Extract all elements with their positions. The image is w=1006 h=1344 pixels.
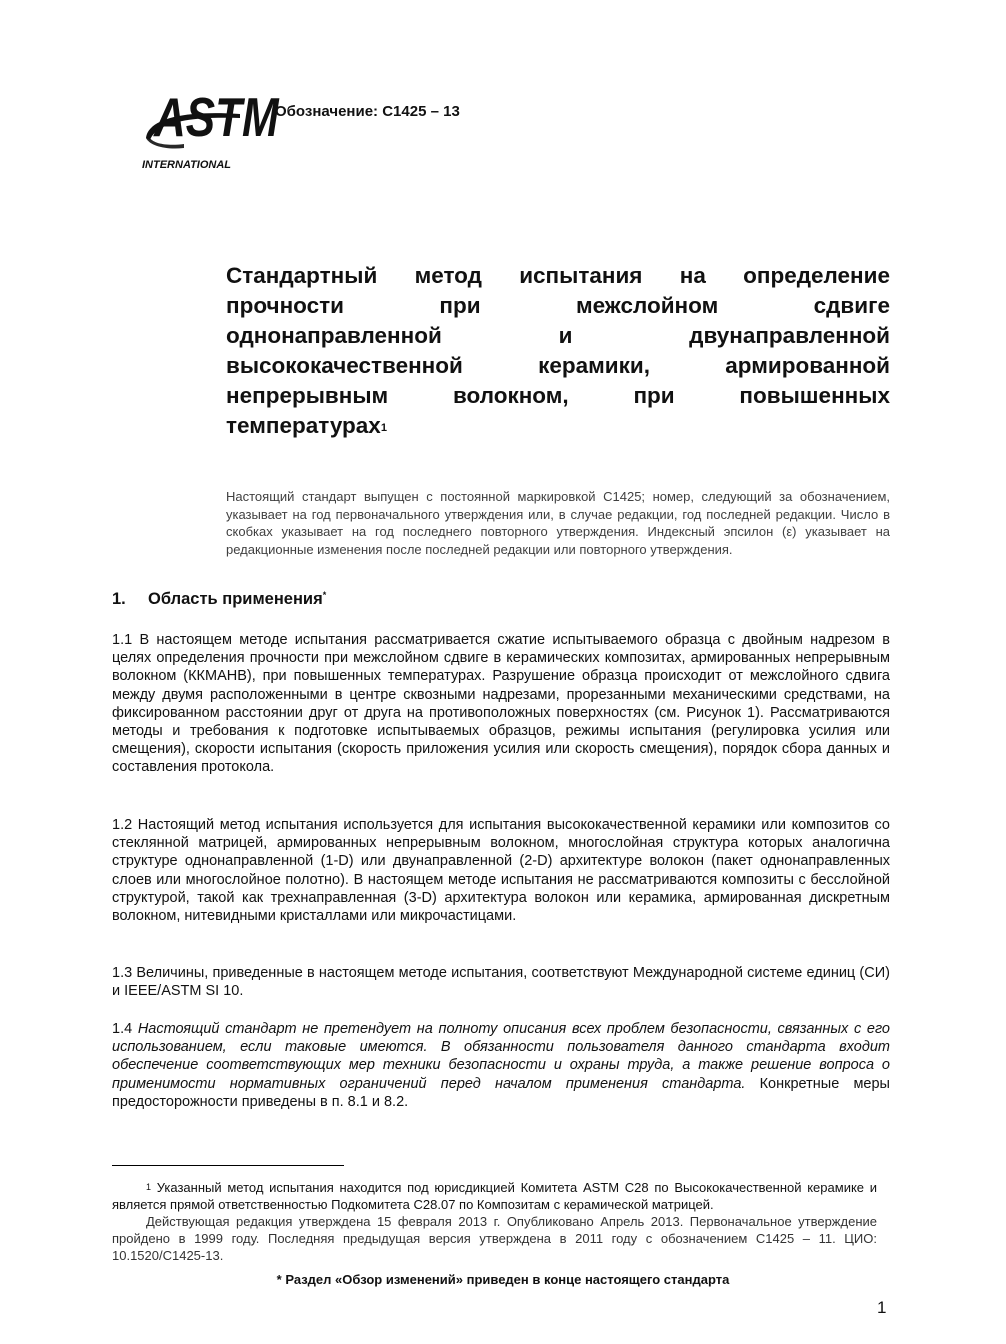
svg-text:ASTM: ASTM (154, 86, 279, 149)
title-word: испытания (519, 263, 643, 288)
title-word: прочности (226, 293, 344, 318)
title-line (226, 291, 890, 321)
title-word: при (439, 293, 481, 318)
document-title (226, 261, 890, 441)
footnote-text-jurisdiction: Указанный метод испытания находится под юрисдикцией Комитета ASTM C28 по Высококачественной керамике и является прямой ответственностью Подкомитета C28.07 по Композитам с керамической матрицей. (112, 1180, 877, 1212)
title-line (226, 351, 890, 381)
summary-of-changes-note: * Раздел «Обзор изменений» приведен в конце настоящего стандарта (276, 1272, 730, 1287)
section-heading (112, 590, 326, 609)
title-word: армированной (725, 353, 890, 378)
title-line (226, 261, 890, 291)
page-number: 1 (877, 1298, 887, 1317)
paragraph-1-1: 1.1 В настоящем методе испытания рассматривается сжатие испытываемого образца с двойным надрезом в целях определения прочности при межслойном сдвиге в керамических композитах, армированных непрерывным волокном (ККМАНВ), при повышенных температурах. Разрушение образца происходит от межслойного сдвига между двумя расположенными в центре сквозными надрезами, прорезанными механическими средствами, на фиксированном расстоянии друг от друга на противоположных поверхностях (см. Рисунок 1). Рассматриваются методы и требования к подготовке испытываемых образцов, режимы испытания (регулировка усилия или смещения), скорости испытания (скорость приложения усилия или скорость смещения), порядок сбора данных и составления протокола. (112, 632, 890, 776)
title-word: керамики, (538, 353, 650, 378)
title-word: при (633, 383, 675, 408)
title-word: определение (743, 263, 890, 288)
title-word: однонаправленной (226, 323, 442, 348)
title-word: температурах (226, 413, 381, 438)
safety-statement: Настоящий стандарт не претендует на полноту описания всех проблем безопасности, связанных с его использованием, если таковые имеются. В обязанности пользователя данного стандарта входит обеспечение соответствующих мер техники безопасности и охраны труда, а также решение вопроса о применимости нормативных ограничений перед началом применения стандарта. (112, 1021, 890, 1092)
astm-logo (140, 80, 279, 172)
standard-designation: Обозначение: C1425 – 13 (275, 103, 460, 120)
title-footnote-mark: 1 (380, 422, 387, 434)
title-word: сдвиге (813, 293, 890, 318)
title-word: двунаправленной (689, 323, 890, 348)
section-number: 1. (112, 590, 126, 608)
svg-text:INTERNATIONAL: INTERNATIONAL (142, 159, 232, 171)
title-word: непрерывным (226, 383, 389, 408)
footnote-divider (112, 1165, 344, 1166)
title-word: метод (414, 263, 482, 288)
paragraph-1-4 (112, 1020, 890, 1111)
paragraph-number: 1.4 (112, 1021, 138, 1037)
title-word: волокном, (453, 383, 569, 408)
title-word: межслойном (575, 293, 719, 318)
footnote-text-edition: Действующая редакция утверждена 15 февраля 2013 г. Опубликовано Апрель 2013. Первоначальное утверждение пройдено в 1999 году. Последняя предыдущая версия утверждена в 2011 году с обозначением C1425 – 11. ЦИО: 10.1520/C1425-13. (112, 1214, 877, 1263)
section-mark: * (322, 590, 327, 600)
title-word: и (558, 323, 573, 348)
paragraph-1-3: 1.3 Величины, приведенные в настоящем методе испытания, соответствуют Международной системе единиц (СИ) и IEEE/ASTM SI 10. (112, 965, 890, 1000)
title-word: повышенных (739, 383, 890, 408)
title-word: на (679, 263, 706, 288)
paragraph-1-2: 1.2 Настоящий метод испытания используется для испытания высококачественной керамики или композитов со стеклянной матрицей, армированных непрерывным волокном, многослойная структура которых аналогична структуре однонаправленной (1-D) или двунаправленной (2-D) архитектуре волокон (пакет однонаправленных слоев или многослойное полотно). В настоящем методе испытания не рассматриваются композиты с бесслойной структурой, такой как трехнаправленная (3-D) архитектура волокон или керамика, армированная дискретным волокном, нитевидными кристаллами или микрочастицами. (112, 817, 890, 925)
title-line (226, 381, 890, 411)
issuance-notice: Настоящий стандарт выпущен с постоянной маркировкой C1425; номер, следующий за обозначением, указывает на год первоначального утверждения или, в случае редакции, год последней редакции. Число в скобках указывает на год последнего повторного утверждения. Индексный эпсилон (ε) указывает на редакционные изменения после последней редакции или повторного утверждения. (226, 489, 890, 557)
footnote (112, 1179, 877, 1264)
paragraph-tail: Конкретные меры предосторожности приведены в п. 8.1 и 8.2. (112, 1075, 890, 1110)
title-line (226, 411, 890, 441)
title-line (226, 321, 890, 351)
section-title: Область применения (148, 590, 323, 608)
title-word: высококачественной (226, 353, 463, 378)
footnote-mark: 1 (146, 1182, 152, 1192)
title-word: Стандартный (226, 263, 378, 288)
